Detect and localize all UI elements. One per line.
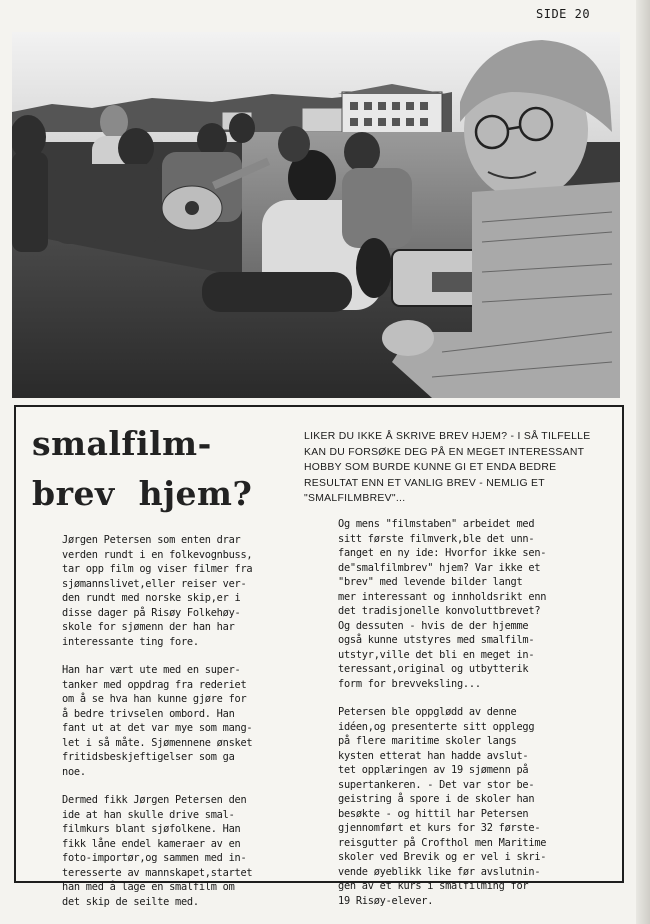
paragraph: Jørgen Petersen som enten drar verden rundt i en folkevognbuss, tar opp film og viser filmer fra sjømannslivet,eller reiser ver- den rundt med norske skip,er i disse dager på Risøy Folkehøy- skole for sjømenn der han har interessante ting fore. [62, 534, 253, 648]
page-number: SIDE 20 [536, 7, 591, 21]
article-box [14, 405, 624, 908]
right-column [338, 517, 613, 922]
paragraph: Han har vært ute med en super- tanker med oppdrag fra rederiet om å se hva han kunne gjøre for å bedre trivselen ombord. Han fant ut at det var mye som mang- let i så måte. Sjømennene ønsket fritidsbeskjeftigelser som ga noe. [62, 664, 253, 778]
headline-line-1: smalfilm- [32, 424, 212, 463]
left-column [62, 533, 312, 923]
headline [32, 419, 322, 519]
paragraph: Og mens "filmstaben" arbeidet med sitt første filmverk,ble det unn- fanget en ny ide: Hvorfor ikke sen- de"smalfilmbrev" hjem? Var ikke et "brev" med levende bilder langt mer interessant og innholdsrikt enn det tradisjonelle konvoluttbrevet? Og dessuten - hvis de der hjemme også kunne utstyres med smalfilm- utstyr,ville det bli en meget in- teressant,original og utbytterik form for brevveksling... [338, 518, 547, 690]
paragraph: Petersen ble oppglødd av denne idéen,og presenterte sitt opplegg på flere maritime skoler langs kysten etterat han hadde avslut- tet opplæringen av 19 sjømenn på supertankeren. - Det var stor be- geistring å spore i de skoler han besøkte - og hittil har Petersen gjennomført et kurs for 32 første- reisgutter på Crofthol men Maritime skoler ved Brevik og er vel i skri- vende øyeblikk like før avslutnin- gen av et kurs i smalfilming for 19 Risøy-elever. [338, 706, 547, 907]
paragraph: Dermed fikk Jørgen Petersen den ide at han skulle drive smal- filmkurs blant sjøfolkene. Han fikk låne endel kameraer av en foto-importør,og sammen med in- teresserte av mannskapet,startet han med å lage en smalfilm om det skip de seilte med. [62, 794, 253, 908]
intro-text: LIKER DU IKKE Å SKRIVE BREV HJEM? - I SÅ TILFELLE KAN DU FORSØKE DEG PÅ EN MEGET INTERESSANT HOBBY SOM BURDE KUNNE GI ET ENDA BEDRE RESULTAT ENN ET VANLIG BREV - NEMLIG ET "SMALFILMBREV"... [304, 431, 591, 504]
page-edge [636, 0, 650, 924]
group-photo [12, 32, 620, 398]
headline-line-2: brev hjem? [32, 474, 253, 513]
